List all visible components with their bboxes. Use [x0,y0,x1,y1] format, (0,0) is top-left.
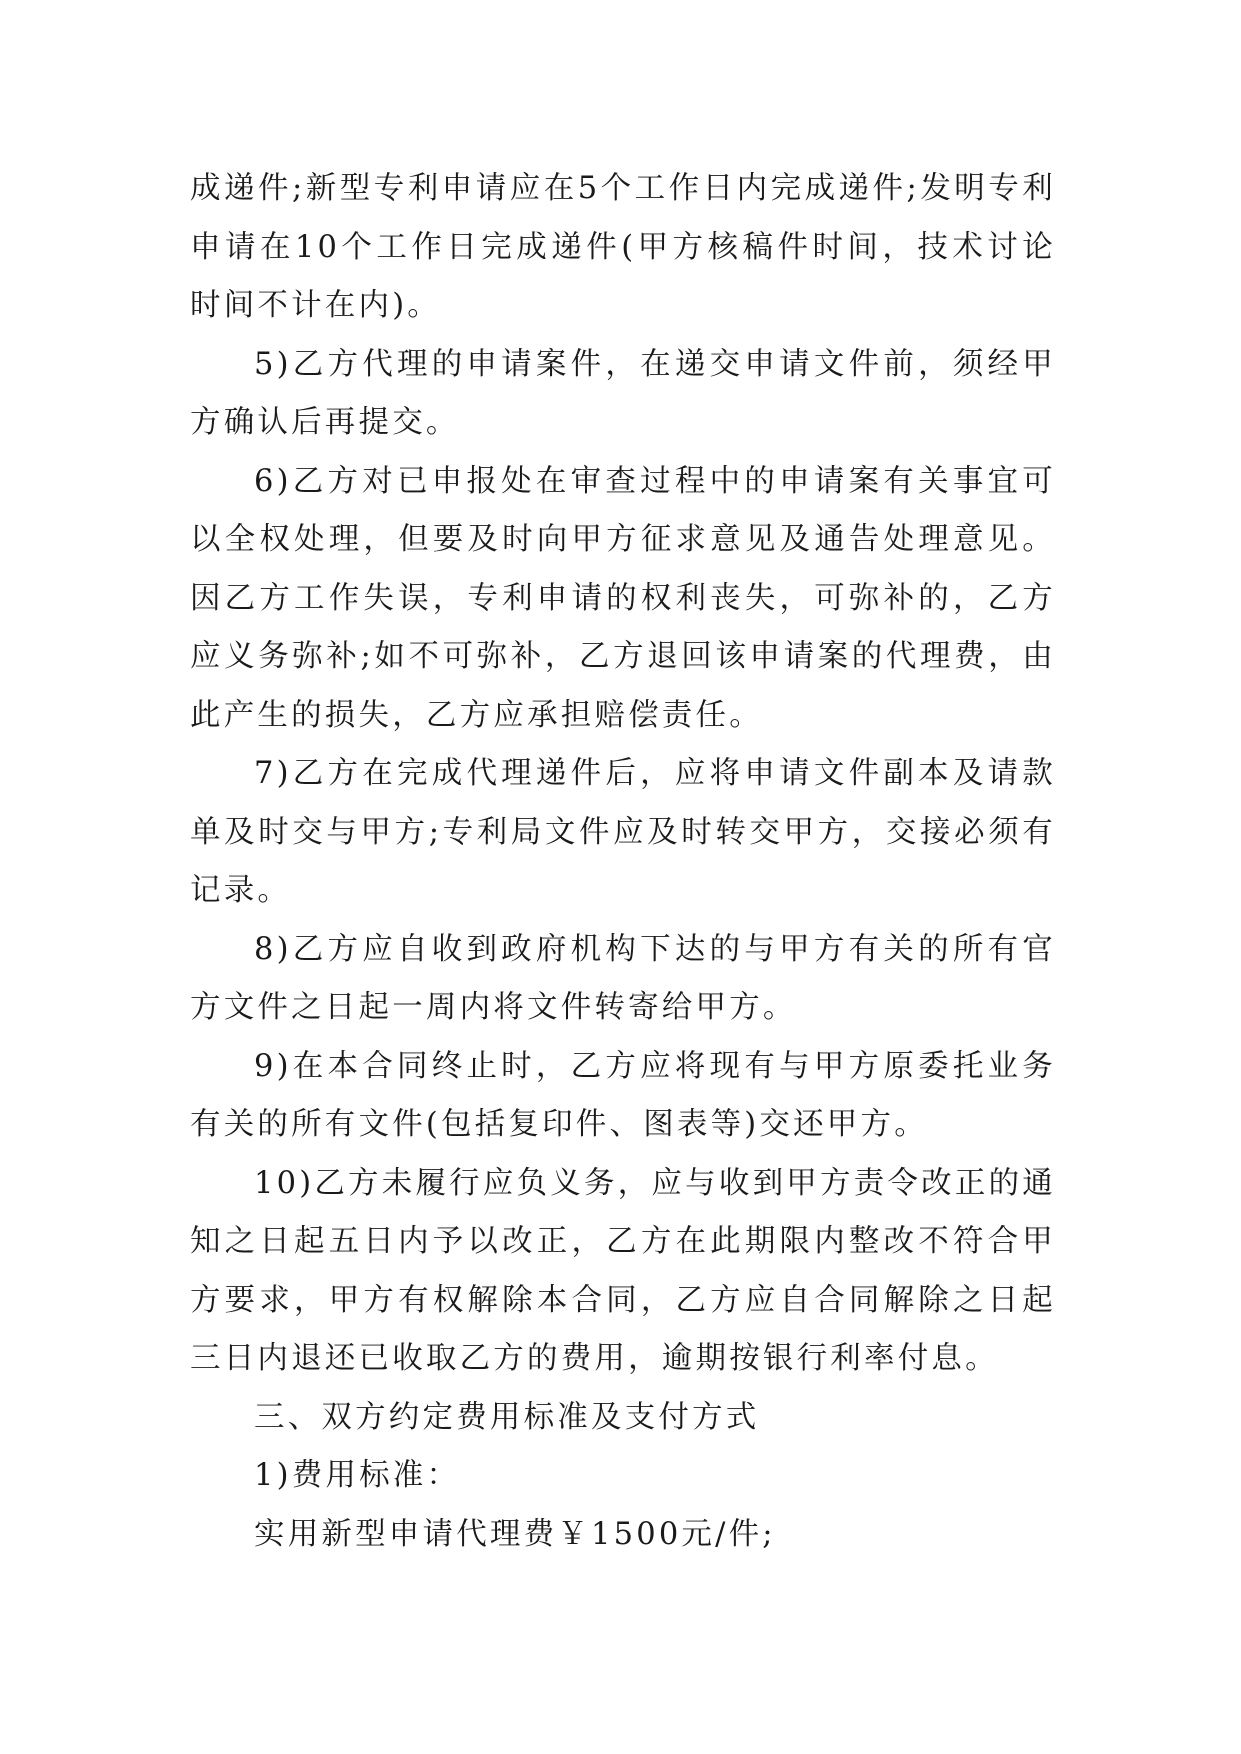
document-body [190,160,1056,1564]
paragraph-clause-8: 8)乙方应自收到政府机构下达的与甲方有关的所有官方文件之日起一周内将文件转寄给甲方。 [190,931,1056,1025]
paragraph-utility-model-fee: 实用新型申请代理费￥1500元/件; [254,1516,776,1552]
paragraph-clause-9: 9)在本合同终止时，乙方应将现有与甲方原委托业务有关的所有文件(包括复印件、图表等)交还甲方。 [190,1048,1056,1142]
section-heading-fees: 三、双方约定费用标准及支付方式 [254,1399,760,1435]
paragraph-fee-standard: 1)费用标准： [254,1458,461,1493]
paragraph-clause-7: 7)乙方在完成代理递件后，应将申请文件副本及请款单及时交与甲方;专利局文件应及时转交甲方，交接必须有记录。 [190,756,1056,908]
paragraph-clause-6: 6)乙方对已申报处在审查过程中的申请案有关事宜可以全权处理，但要及时向甲方征求意见及通告处理意见。因乙方工作失误，专利申请的权利丧失，可弥补的，乙方应义务弥补;如不可弥补，乙方退回该申请案的代理费，由此产生的损失，乙方应承担赔偿责任。 [190,463,1056,733]
paragraph-clause-10: 10)乙方未履行应负义务，应与收到甲方责令改正的通知之日起五日内予以改正，乙方在此期限内整改不符合甲方要求，甲方有权解除本合同，乙方应自合同解除之日起三日内退还已收取乙方的费用，逾期按银行利率付息。 [190,1165,1056,1376]
paragraph-clause-5: 5)乙方代理的申请案件，在递交申请文件前，须经甲方确认后再提交。 [190,346,1056,440]
paragraph-filing-deadlines: 成递件;新型专利申请应在5个工作日内完成递件;发明专利申请在10个工作日完成递件(甲方核稿件时间，技术讨论时间不计在内)。 [190,171,1056,323]
